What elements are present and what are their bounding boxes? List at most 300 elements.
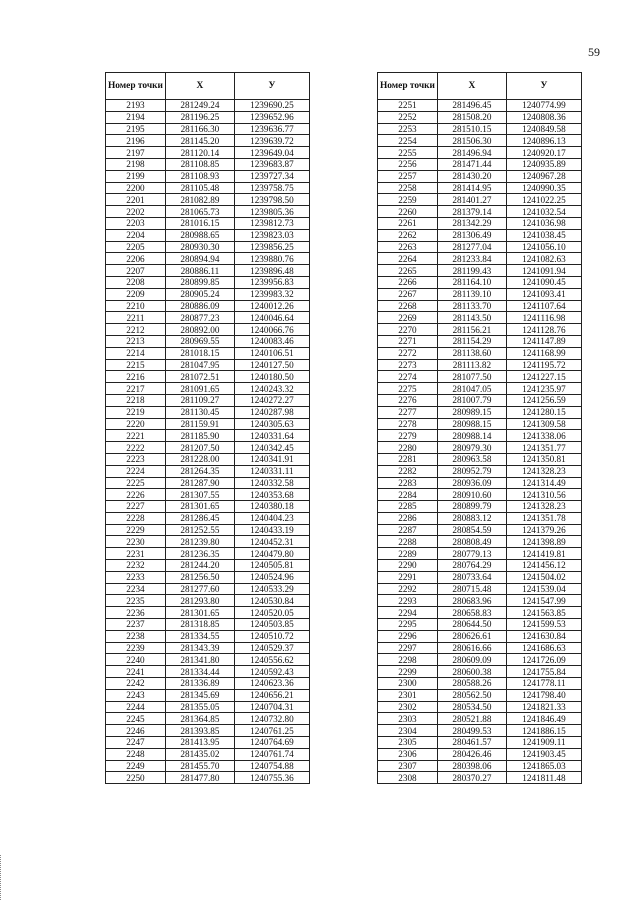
table-row xyxy=(106,123,310,135)
table-row xyxy=(106,359,310,371)
table-row xyxy=(378,111,582,123)
x-cell: 281130.45 xyxy=(165,406,234,418)
y-cell: 1241091.94 xyxy=(506,265,581,277)
x-cell: 281496.94 xyxy=(437,147,506,159)
y-cell: 1239896.48 xyxy=(234,265,309,277)
y-cell: 1239758.75 xyxy=(234,182,309,194)
point-number-cell: 2270 xyxy=(378,324,438,336)
table-row xyxy=(106,678,310,690)
point-number-cell: 2235 xyxy=(106,595,166,607)
x-cell: 281113.82 xyxy=(437,359,506,371)
y-cell: 1239823.03 xyxy=(234,229,309,241)
y-cell: 1240761.25 xyxy=(234,725,309,737)
table-row xyxy=(378,477,582,489)
table-row xyxy=(106,748,310,760)
y-cell: 1241309.58 xyxy=(506,418,581,430)
table-row xyxy=(378,760,582,772)
y-cell: 1239690.25 xyxy=(234,100,309,112)
point-number-cell: 2207 xyxy=(106,265,166,277)
x-cell: 281264.35 xyxy=(165,465,234,477)
x-cell: 280988.14 xyxy=(437,430,506,442)
table-row xyxy=(106,725,310,737)
table-row xyxy=(106,760,310,772)
x-cell: 281139.10 xyxy=(437,288,506,300)
table-row xyxy=(106,276,310,288)
table-row xyxy=(106,571,310,583)
x-cell: 281108.85 xyxy=(165,158,234,170)
x-cell: 280886.09 xyxy=(165,300,234,312)
point-number-cell: 2236 xyxy=(106,607,166,619)
x-cell: 280989.15 xyxy=(437,406,506,418)
point-number-cell: 2268 xyxy=(378,300,438,312)
table-row xyxy=(106,206,310,218)
point-number-cell: 2194 xyxy=(106,111,166,123)
point-number-cell: 2222 xyxy=(106,442,166,454)
x-cell: 281301.65 xyxy=(165,607,234,619)
table-row xyxy=(106,737,310,749)
x-cell: 281286.45 xyxy=(165,512,234,524)
table-row xyxy=(378,453,582,465)
x-cell: 281145.20 xyxy=(165,135,234,147)
x-cell: 280930.30 xyxy=(165,241,234,253)
table-body-left xyxy=(106,100,310,784)
x-cell: 281065.73 xyxy=(165,206,234,218)
x-cell: 281072.51 xyxy=(165,371,234,383)
point-number-cell: 2232 xyxy=(106,560,166,572)
table-row xyxy=(106,135,310,147)
table-row xyxy=(378,335,582,347)
point-number-cell: 2230 xyxy=(106,536,166,548)
table-row xyxy=(378,678,582,690)
table-row xyxy=(378,619,582,631)
y-cell: 1241886.15 xyxy=(506,725,581,737)
y-cell: 1240764.69 xyxy=(234,737,309,749)
y-cell: 1241328.23 xyxy=(506,501,581,513)
y-cell: 1241351.78 xyxy=(506,512,581,524)
x-cell: 281508.20 xyxy=(437,111,506,123)
point-number-cell: 2241 xyxy=(106,666,166,678)
x-cell: 280370.27 xyxy=(437,772,506,784)
y-cell: 1240305.63 xyxy=(234,418,309,430)
y-cell: 1241821.33 xyxy=(506,701,581,713)
x-cell: 281334.44 xyxy=(165,666,234,678)
table-row xyxy=(106,217,310,229)
y-cell: 1240380.18 xyxy=(234,501,309,513)
y-cell: 1239856.25 xyxy=(234,241,309,253)
table-row xyxy=(378,217,582,229)
x-cell: 281154.29 xyxy=(437,335,506,347)
point-number-cell: 2257 xyxy=(378,170,438,182)
point-number-cell: 2293 xyxy=(378,595,438,607)
x-cell: 281496.45 xyxy=(437,100,506,112)
y-cell: 1241036.98 xyxy=(506,217,581,229)
point-number-cell: 2224 xyxy=(106,465,166,477)
x-cell: 281228.00 xyxy=(165,453,234,465)
x-cell: 281355.05 xyxy=(165,701,234,713)
y-cell: 1241811.48 xyxy=(506,772,581,784)
x-cell: 280988.65 xyxy=(165,229,234,241)
point-number-cell: 2218 xyxy=(106,394,166,406)
table-row xyxy=(378,394,582,406)
x-cell: 281379.14 xyxy=(437,206,506,218)
y-cell: 1241056.10 xyxy=(506,241,581,253)
point-number-cell: 2286 xyxy=(378,512,438,524)
table-row xyxy=(378,489,582,501)
point-number-cell: 2283 xyxy=(378,477,438,489)
table-row xyxy=(106,642,310,654)
table-row xyxy=(106,100,310,112)
table-row xyxy=(378,288,582,300)
x-cell: 280426.46 xyxy=(437,748,506,760)
y-cell: 1241726.09 xyxy=(506,654,581,666)
x-cell: 280609.09 xyxy=(437,654,506,666)
point-number-cell: 2292 xyxy=(378,583,438,595)
y-cell: 1240180.50 xyxy=(234,371,309,383)
point-number-cell: 2264 xyxy=(378,253,438,265)
table-body-right xyxy=(378,100,582,784)
point-number-cell: 2247 xyxy=(106,737,166,749)
table-row xyxy=(106,512,310,524)
x-cell: 281455.70 xyxy=(165,760,234,772)
x-cell: 281477.80 xyxy=(165,772,234,784)
y-cell: 1240732.80 xyxy=(234,713,309,725)
x-cell: 280988.15 xyxy=(437,418,506,430)
x-cell: 280715.48 xyxy=(437,583,506,595)
point-number-cell: 2301 xyxy=(378,689,438,701)
point-number-cell: 2244 xyxy=(106,701,166,713)
point-number-cell: 2306 xyxy=(378,748,438,760)
header-y: У xyxy=(234,73,309,100)
x-cell: 280854.59 xyxy=(437,524,506,536)
x-cell: 281159.91 xyxy=(165,418,234,430)
y-cell: 1241280.15 xyxy=(506,406,581,418)
point-number-cell: 2261 xyxy=(378,217,438,229)
point-number-cell: 2240 xyxy=(106,654,166,666)
table-row xyxy=(378,442,582,454)
point-number-cell: 2245 xyxy=(106,713,166,725)
point-number-cell: 2228 xyxy=(106,512,166,524)
table-row xyxy=(106,477,310,489)
y-cell: 1241686.63 xyxy=(506,642,581,654)
header-point-number: Номер точки xyxy=(378,73,438,100)
x-cell: 280979.30 xyxy=(437,442,506,454)
point-number-cell: 2259 xyxy=(378,194,438,206)
table-row xyxy=(378,123,582,135)
table-row xyxy=(106,524,310,536)
y-cell: 1240012.26 xyxy=(234,300,309,312)
table-row xyxy=(378,206,582,218)
point-number-cell: 2253 xyxy=(378,123,438,135)
point-number-cell: 2251 xyxy=(378,100,438,112)
x-cell: 280398.06 xyxy=(437,760,506,772)
x-cell: 281435.02 xyxy=(165,748,234,760)
x-cell: 281334.55 xyxy=(165,630,234,642)
table-row xyxy=(378,241,582,253)
y-cell: 1240127.50 xyxy=(234,359,309,371)
point-number-cell: 2294 xyxy=(378,607,438,619)
table-row xyxy=(106,442,310,454)
y-cell: 1240623.36 xyxy=(234,678,309,690)
x-cell: 281082.89 xyxy=(165,194,234,206)
table-row xyxy=(378,725,582,737)
y-cell: 1240524.96 xyxy=(234,571,309,583)
point-number-cell: 2198 xyxy=(106,158,166,170)
table-row xyxy=(378,135,582,147)
point-number-cell: 2193 xyxy=(106,100,166,112)
point-number-cell: 2215 xyxy=(106,359,166,371)
y-cell: 1241798.40 xyxy=(506,689,581,701)
point-number-cell: 2254 xyxy=(378,135,438,147)
x-cell: 281249.24 xyxy=(165,100,234,112)
y-cell: 1240046.64 xyxy=(234,312,309,324)
y-cell: 1241022.25 xyxy=(506,194,581,206)
point-number-cell: 2272 xyxy=(378,347,438,359)
x-cell: 281016.15 xyxy=(165,217,234,229)
y-cell: 1240341.91 xyxy=(234,453,309,465)
y-cell: 1241310.56 xyxy=(506,489,581,501)
point-number-cell: 2267 xyxy=(378,288,438,300)
x-cell: 281287.90 xyxy=(165,477,234,489)
point-number-cell: 2248 xyxy=(106,748,166,760)
point-number-cell: 2299 xyxy=(378,666,438,678)
y-cell: 1240353.68 xyxy=(234,489,309,501)
y-cell: 1241539.04 xyxy=(506,583,581,595)
point-number-cell: 2226 xyxy=(106,489,166,501)
point-number-cell: 2223 xyxy=(106,453,166,465)
point-number-cell: 2212 xyxy=(106,324,166,336)
point-number-cell: 2252 xyxy=(378,111,438,123)
table-row xyxy=(378,701,582,713)
x-cell: 281341.80 xyxy=(165,654,234,666)
x-cell: 280877.23 xyxy=(165,312,234,324)
x-cell: 281364.85 xyxy=(165,713,234,725)
y-cell: 1240530.84 xyxy=(234,595,309,607)
y-cell: 1241038.45 xyxy=(506,229,581,241)
point-number-cell: 2303 xyxy=(378,713,438,725)
y-cell: 1241456.12 xyxy=(506,560,581,572)
y-cell: 1239649.04 xyxy=(234,147,309,159)
y-cell: 1240272.27 xyxy=(234,394,309,406)
point-number-cell: 2255 xyxy=(378,147,438,159)
y-cell: 1240990.35 xyxy=(506,182,581,194)
y-cell: 1241419.81 xyxy=(506,548,581,560)
y-cell: 1240520.05 xyxy=(234,607,309,619)
point-number-cell: 2214 xyxy=(106,347,166,359)
table-row xyxy=(106,465,310,477)
y-cell: 1240656.21 xyxy=(234,689,309,701)
x-cell: 281077.50 xyxy=(437,371,506,383)
y-cell: 1239798.50 xyxy=(234,194,309,206)
y-cell: 1241256.59 xyxy=(506,394,581,406)
table-row xyxy=(106,430,310,442)
y-cell: 1240287.98 xyxy=(234,406,309,418)
table-row xyxy=(106,536,310,548)
point-number-cell: 2204 xyxy=(106,229,166,241)
table-row xyxy=(378,371,582,383)
y-cell: 1240510.72 xyxy=(234,630,309,642)
x-cell: 280886.11 xyxy=(165,265,234,277)
y-cell: 1241328.23 xyxy=(506,465,581,477)
point-number-cell: 2308 xyxy=(378,772,438,784)
table-row xyxy=(378,276,582,288)
table-row xyxy=(106,182,310,194)
y-cell: 1239983.32 xyxy=(234,288,309,300)
point-number-cell: 2275 xyxy=(378,383,438,395)
table-row xyxy=(378,607,582,619)
page-number: 59 xyxy=(588,45,600,59)
y-cell: 1241128.76 xyxy=(506,324,581,336)
x-cell: 281277.60 xyxy=(165,583,234,595)
table-row xyxy=(106,347,310,359)
x-cell: 281336.89 xyxy=(165,678,234,690)
point-number-cell: 2238 xyxy=(106,630,166,642)
y-cell: 1241351.77 xyxy=(506,442,581,454)
y-cell: 1240592.43 xyxy=(234,666,309,678)
y-cell: 1240754.88 xyxy=(234,760,309,772)
point-number-cell: 2265 xyxy=(378,265,438,277)
point-number-cell: 2290 xyxy=(378,560,438,572)
y-cell: 1241107.64 xyxy=(506,300,581,312)
y-cell: 1240529.37 xyxy=(234,642,309,654)
x-cell: 280733.64 xyxy=(437,571,506,583)
table-header-row xyxy=(106,73,310,100)
table-row xyxy=(378,312,582,324)
table-row xyxy=(106,229,310,241)
table-row xyxy=(106,194,310,206)
table-row xyxy=(378,654,582,666)
table-row xyxy=(106,666,310,678)
y-cell: 1241865.03 xyxy=(506,760,581,772)
x-cell: 280562.50 xyxy=(437,689,506,701)
x-cell: 281256.50 xyxy=(165,571,234,583)
y-cell: 1240479.80 xyxy=(234,548,309,560)
table-row xyxy=(378,418,582,430)
y-cell: 1241116.98 xyxy=(506,312,581,324)
table-row xyxy=(106,489,310,501)
table-row xyxy=(378,737,582,749)
y-cell: 1241350.81 xyxy=(506,453,581,465)
x-cell: 281047.95 xyxy=(165,359,234,371)
point-number-cell: 2288 xyxy=(378,536,438,548)
table-row xyxy=(106,501,310,513)
point-number-cell: 2217 xyxy=(106,383,166,395)
y-cell: 1240774.99 xyxy=(506,100,581,112)
table-row xyxy=(378,465,582,477)
x-cell: 280779.13 xyxy=(437,548,506,560)
point-number-cell: 2276 xyxy=(378,394,438,406)
y-cell: 1241032.54 xyxy=(506,206,581,218)
table-row xyxy=(106,147,310,159)
table-row xyxy=(378,359,582,371)
y-cell: 1241755.84 xyxy=(506,666,581,678)
table-row xyxy=(106,630,310,642)
y-cell: 1240849.58 xyxy=(506,123,581,135)
x-cell: 280808.49 xyxy=(437,536,506,548)
y-cell: 1241082.63 xyxy=(506,253,581,265)
table-row xyxy=(106,383,310,395)
x-cell: 280969.55 xyxy=(165,335,234,347)
y-cell: 1240896.13 xyxy=(506,135,581,147)
point-number-cell: 2284 xyxy=(378,489,438,501)
table-row xyxy=(378,548,582,560)
x-cell: 281233.84 xyxy=(437,253,506,265)
y-cell: 1240755.36 xyxy=(234,772,309,784)
point-number-cell: 2246 xyxy=(106,725,166,737)
table-row xyxy=(378,300,582,312)
x-cell: 281343.39 xyxy=(165,642,234,654)
x-cell: 281047.05 xyxy=(437,383,506,395)
x-cell: 280600.38 xyxy=(437,666,506,678)
point-number-cell: 2258 xyxy=(378,182,438,194)
x-cell: 280521.88 xyxy=(437,713,506,725)
x-cell: 281318.85 xyxy=(165,619,234,631)
x-cell: 280534.50 xyxy=(437,701,506,713)
y-cell: 1239636.77 xyxy=(234,123,309,135)
x-cell: 281401.27 xyxy=(437,194,506,206)
y-cell: 1240761.74 xyxy=(234,748,309,760)
x-cell: 281239.80 xyxy=(165,536,234,548)
point-number-cell: 2225 xyxy=(106,477,166,489)
table-row xyxy=(378,194,582,206)
y-cell: 1240433.19 xyxy=(234,524,309,536)
table-row xyxy=(378,265,582,277)
point-number-cell: 2305 xyxy=(378,737,438,749)
x-cell: 280936.09 xyxy=(437,477,506,489)
table-row xyxy=(378,713,582,725)
y-cell: 1241504.02 xyxy=(506,571,581,583)
y-cell: 1240243.32 xyxy=(234,383,309,395)
table-row xyxy=(378,512,582,524)
point-number-cell: 2197 xyxy=(106,147,166,159)
y-cell: 1240935.89 xyxy=(506,158,581,170)
x-cell: 281108.93 xyxy=(165,170,234,182)
point-number-cell: 2296 xyxy=(378,630,438,642)
table-row xyxy=(378,324,582,336)
x-cell: 281471.44 xyxy=(437,158,506,170)
point-number-cell: 2298 xyxy=(378,654,438,666)
point-number-cell: 2208 xyxy=(106,276,166,288)
point-number-cell: 2220 xyxy=(106,418,166,430)
y-cell: 1239812.73 xyxy=(234,217,309,229)
x-cell: 280644.50 xyxy=(437,619,506,631)
y-cell: 1240331.64 xyxy=(234,430,309,442)
table-row xyxy=(378,430,582,442)
point-number-cell: 2289 xyxy=(378,548,438,560)
margin-binding-mark xyxy=(0,855,3,900)
table-row xyxy=(106,335,310,347)
header-y: У xyxy=(506,73,581,100)
point-number-cell: 2243 xyxy=(106,689,166,701)
table-row xyxy=(106,241,310,253)
point-number-cell: 2196 xyxy=(106,135,166,147)
point-number-cell: 2216 xyxy=(106,371,166,383)
x-cell: 280952.79 xyxy=(437,465,506,477)
point-number-cell: 2304 xyxy=(378,725,438,737)
point-number-cell: 2237 xyxy=(106,619,166,631)
table-header-row xyxy=(378,73,582,100)
y-cell: 1240066.76 xyxy=(234,324,309,336)
point-number-cell: 2302 xyxy=(378,701,438,713)
coordinates-table-right xyxy=(377,72,582,784)
x-cell: 280616.66 xyxy=(437,642,506,654)
point-number-cell: 2242 xyxy=(106,678,166,690)
table-row xyxy=(378,689,582,701)
y-cell: 1240106.51 xyxy=(234,347,309,359)
x-cell: 281413.95 xyxy=(165,737,234,749)
point-number-cell: 2227 xyxy=(106,501,166,513)
y-cell: 1241147.89 xyxy=(506,335,581,347)
table-row xyxy=(378,560,582,572)
